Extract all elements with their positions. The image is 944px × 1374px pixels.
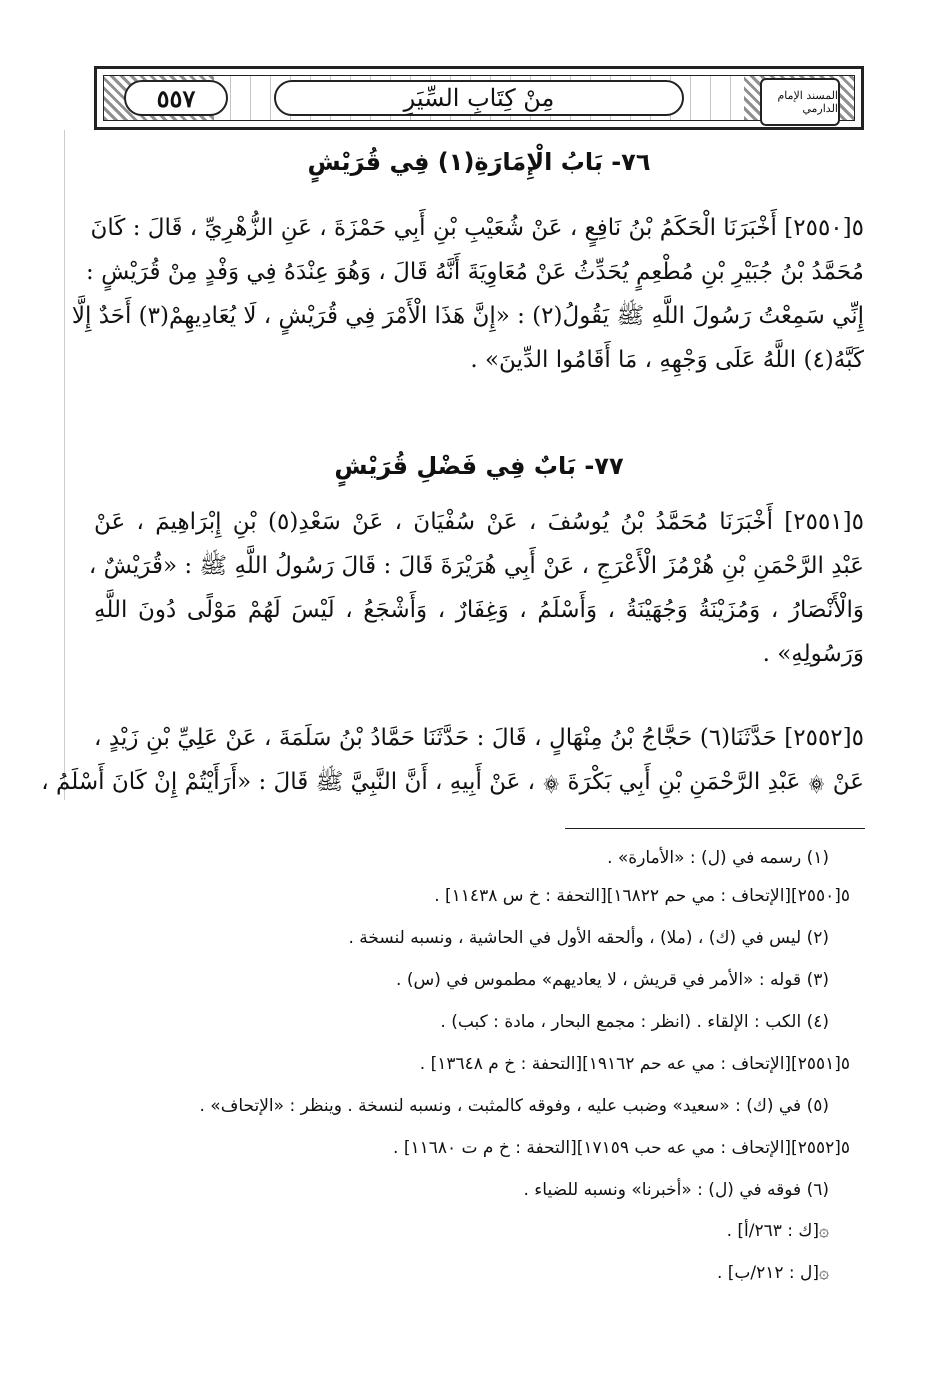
footnote-reference: ٥[٢٥٥٠][الإتحاف : مي حم ١٦٨٢٢][التحفة : خ س ١١٤٣٨] . [434,886,850,906]
footnote-reference: ٥[٢٥٥١][الإتحاف : مي عه حم ١٩١٦٢][التحفة : خ م ١٣٦٤٨] . [419,1054,850,1074]
hadith-2551 [88,500,864,676]
chapter-heading-77: ٧٧- بَابٌ فِي فَضْلِ قُرَيْشٍ [334,452,624,480]
footnote-separator [565,828,865,829]
header-ornament [103,75,855,121]
text-line: مُحَمَّدُ بْنُ جُبَيْرِ بْنِ مُطْعِمٍ يُحَدِّثُ عَنْ مُعَاوِيَةَ أَنَّهُ قَالَ ، وَهُوَ عِنْدَهُ فِي وَفْدٍ مِنْ قُرَيْشٍ : [86,259,864,285]
running-title: مِنْ كِتَابِ السِّيَرِ [403,84,555,112]
footnote: (٢) ليس في (ك) ، (ملا) ، وألحقه الأول في الحاشية ، ونسبه لنسخة . [348,928,829,948]
footnote: (٥) في (ك) : «سعيد» وضبب عليه ، وفوقه كالمثبت ، ونسبه لنسخة . وينظر : «الإتحاف» . [199,1096,829,1116]
hadith-2550 [71,206,864,382]
text-line: كَبَّهُ(٤) اللَّهُ عَلَى وَجْهِهِ ، مَا أَقَامُوا الدِّينَ» . [470,347,864,373]
book-seal-logo [760,78,840,126]
footnote: (٦) فوقه في (ل) : «أخبرنا» ونسبه للضياء . [523,1180,829,1200]
running-title-cartouche [274,80,684,116]
footnote: (٣) قوله : «الأمر في قريش ، لا يعاديهم» مطموس في (س) . [396,970,829,990]
page-header-frame [94,66,864,130]
text-line: إِنِّي سَمِعْتُ رَسُولَ اللَّهِ ﷺ يَقُولُ(٢) : «إِنَّ هَذَا الْأَمْرَ فِي قُرَيْشٍ ، لَا يُعَادِيهِمْ(٣) أَحَدٌ إِلَّا [71,303,864,329]
text-line: ٥[٢٥٥٠] أَخْبَرَنَا الْحَكَمُ بْنُ نَافِعٍ ، عَنْ شُعَيْبِ بْنِ أَبِي حَمْزَةَ ، عَنِ الزُّهْرِيِّ ، قَالَ : كَانَ [90,215,864,241]
chapter-heading-76: ٧٦- بَابُ الْإِمَارَةِ(١) فِي قُرَيْشٍ [307,148,651,176]
footnote-reference: ٥[٢٥٥٢][الإتحاف : مي عه حب ١٧١٥٩][التحفة : خ م ت ١١٦٨٠] . [393,1138,850,1158]
seal-text: المسند الإمام الدارمي [777,89,838,115]
hadith-2552 [41,716,865,804]
footnote-manuscript-mark: ۞[ك : ٢٦٣/أ] . [726,1221,829,1241]
text-line: وَرَسُولِهِ» . [762,641,864,667]
footnote: (٤) الكب : الإلقاء . (انظر : مجمع البحار ، مادة : كبب) . [440,1012,829,1032]
footnote: (١) رسمه في (ل) : «الأمارة» . [607,848,829,868]
footnote-manuscript-mark: ۞[ل : ٢١٢/ب] . [716,1263,829,1283]
margin-line [64,130,65,800]
text-line: وَالْأَنْصَارُ ، وَمُزَيْنَةُ وَجُهَيْنَةُ ، وَأَسْلَمُ ، وَغِفَارٌ ، وَأَشْجَعُ ، لَيْسَ لَهُمْ مَوْلًى دُونَ اللَّهِ [94,597,864,623]
page-number: ٥٥٧ [156,83,196,113]
text-line: ٥[٢٥٥٢] حَدَّثَنَا(٦) حَجَّاجُ بْنُ مِنْهَالٍ ، قَالَ : حَدَّثَنَا حَمَّادُ بْنُ سَلَمَةَ ، عَنْ عَلِيِّ بْنِ زَيْدٍ ، [94,725,865,751]
page-number-cartouche [124,80,228,116]
text-line: عَبْدِ الرَّحْمَنِ بْنِ هُرْمُزَ الْأَعْرَجِ ، عَنْ أَبِي هُرَيْرَةَ قَالَ : قَالَ رَسُولُ اللَّهِ ﷺ : «قُرَيْشٌ ، [88,553,864,579]
text-line: عَنْ ۞ عَبْدِ الرَّحْمَنِ بْنِ أَبِي بَكْرَةَ ۞ ، عَنْ أَبِيهِ ، أَنَّ النَّبِيَّ ﷺ قَالَ : «أَرَأَيْتُمْ إِنْ كَانَ أَسْلَمُ ، [41,769,864,795]
text-line: ٥[٢٥٥١] أَخْبَرَنَا مُحَمَّدُ بْنُ يُوسُفَ ، عَنْ سُفْيَانَ ، عَنْ سَعْدِ(٥) بْنِ إِبْرَاهِيمَ ، عَنْ [94,509,864,535]
